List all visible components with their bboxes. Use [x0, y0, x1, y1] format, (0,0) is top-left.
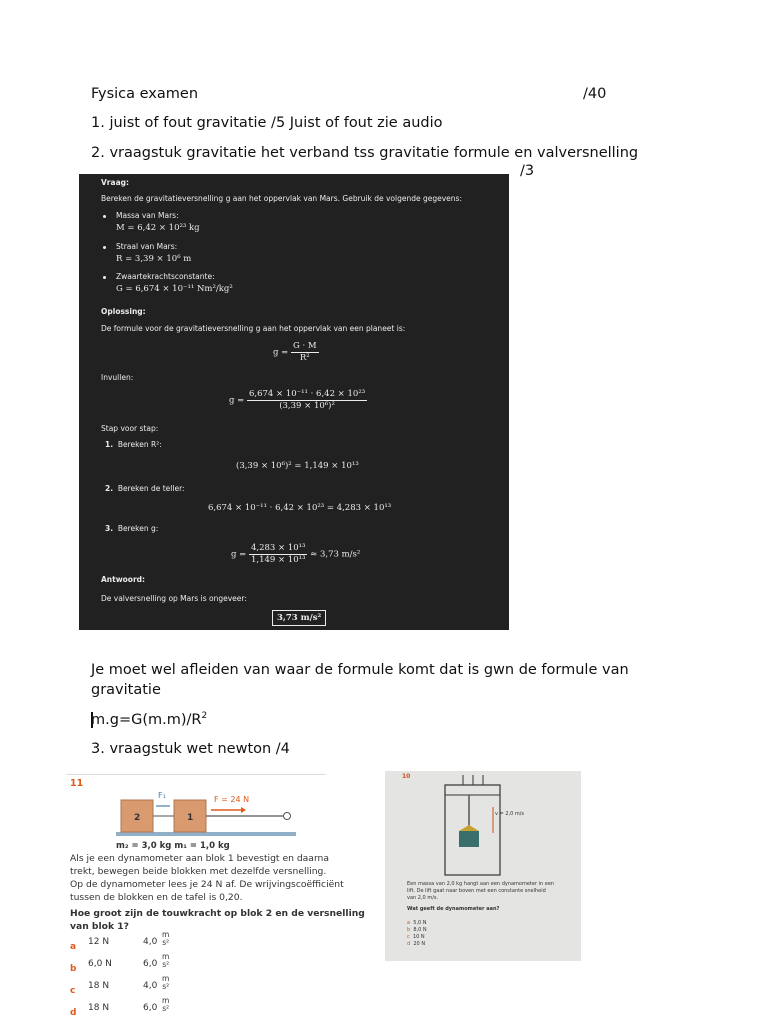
mass-hook-icon — [459, 825, 479, 831]
given-label-3: Zwaartekrachtsconstante: — [116, 272, 215, 281]
unit-num: m — [162, 996, 170, 1005]
table-icon — [116, 832, 296, 836]
divider — [66, 774, 326, 775]
step-2-math: 6,674 × 10⁻¹¹ · 6,42 × 10²³ = 4,283 × 10¹³ — [208, 503, 392, 513]
unit-num: m — [162, 930, 170, 939]
step-3: 3. Bereken g: — [105, 524, 159, 533]
exercise-10-text-1: Een massa van 2,0 kg hangt aan een dynamometer in een — [407, 881, 555, 887]
option-a-force: 12 N — [88, 937, 110, 947]
question-3: 3. vraagstuk wet newton /4 — [91, 741, 290, 757]
f1-label: F₁ — [158, 791, 166, 800]
masses-label: m₂ = 3,0 kg m₁ = 1,0 kg — [116, 841, 230, 851]
invullen-numerator: 6,674 × 10⁻¹¹ · 6,42 × 10²³ — [248, 389, 366, 399]
exercise-10-option-c — [407, 934, 425, 940]
question-2: 2. vraagstuk gravitatie het verband tss gravitatie formule en valversnelling — [91, 145, 639, 161]
option-value: 10 N — [412, 934, 425, 940]
option-c-force: 18 N — [88, 981, 110, 991]
note-formula-text: m.g=G(m.m)/R — [91, 711, 202, 728]
step-2-label: Bereken de teller: — [117, 484, 185, 493]
exercise-11-number: 11 — [70, 778, 84, 789]
option-a-letter: a — [70, 942, 77, 952]
step-3-label: Bereken g: — [117, 524, 159, 533]
vraag-label: Vraag: — [101, 178, 129, 187]
step-1-math: (3,39 × 10⁶)² = 1,149 × 10¹³ — [236, 461, 359, 471]
arrowhead-icon — [241, 807, 246, 813]
bullet-icon — [103, 246, 106, 249]
option-value: 5,0 N — [413, 920, 427, 926]
oplossing-label: Oplossing: — [101, 307, 146, 316]
option-b-acc: 6,0 — [143, 959, 158, 969]
unit-den: s² — [162, 982, 170, 991]
option-c-letter: c — [70, 986, 76, 996]
step-3-math — [231, 543, 360, 565]
formula — [273, 341, 319, 363]
option-d-force: 18 N — [88, 1003, 110, 1013]
option-a-acc: 4,0 — [143, 937, 158, 947]
solution-image — [79, 174, 509, 630]
option-d-acc: 6,0 — [143, 1003, 158, 1013]
exercise-10-number: 10 — [402, 773, 411, 780]
invullen-lhs: g = — [229, 395, 245, 406]
antwoord-label: Antwoord: — [101, 575, 146, 584]
answer-box — [272, 613, 326, 624]
formula-lhs: g = — [273, 347, 289, 358]
exercise-11-text-4: tussen de blokken en de tafel is 0,20. — [70, 892, 243, 903]
given-value-3: G = 6,674 × 10⁻¹¹ Nm²/kg² — [116, 284, 233, 294]
step-3-denominator: 1,149 × 10¹³ — [250, 554, 306, 565]
formula-intro: De formule voor de gravitatieversnelling g aan het oppervlak van een planeet is: — [101, 324, 406, 333]
exercise-11-text-1: Als je een dynamometer aan blok 1 bevestigt en daarna — [70, 853, 330, 864]
question-1: 1. juist of fout gravitatie /5 Juist of fout zie audio — [91, 115, 443, 131]
option-d — [70, 1000, 76, 1019]
vraag-text: Bereken de gravitatieversnelling g aan het oppervlak van Mars. Gebruik de volgende gegevens: — [101, 194, 462, 203]
note-formula — [91, 711, 207, 728]
antwoord-text: De valversnelling op Mars is ongeveer: — [101, 594, 247, 603]
given-label-1: Massa van Mars: — [116, 211, 179, 220]
exercise-10-text-3: van 2,0 m/s. — [407, 895, 439, 901]
unit-den: s² — [162, 960, 170, 969]
given-value-1: M = 6,42 × 10²³ kg — [116, 223, 200, 233]
exercise-10-option-b — [407, 927, 427, 933]
formula-denominator: R² — [299, 352, 310, 363]
blocks-diagram — [66, 788, 326, 852]
velocity-label: v = 2,0 m/s — [495, 811, 525, 817]
exercise-10-question: Wat geeft de dynamometer aan? — [407, 906, 500, 912]
exercise-11-image — [66, 770, 365, 1024]
exercise-11-question-2: van blok 1? — [70, 921, 129, 932]
exercise-10-option-a — [407, 920, 427, 926]
option-d-unit — [162, 997, 169, 1013]
invullen-label: Invullen: — [101, 373, 134, 382]
force-label: F = 24 N — [214, 795, 250, 804]
exercise-11-text-3: Op de dynamometer lees je 24 N af. De wrijvingscoëfficiënt — [70, 879, 344, 890]
exam-title: Fysica examen — [91, 86, 199, 102]
option-c — [70, 978, 75, 997]
step-1-label: Bereken R²: — [117, 440, 162, 449]
step-2: 2. Bereken de teller: — [105, 484, 185, 493]
option-letter: a — [407, 920, 411, 926]
given-label-2: Straal van Mars: — [116, 242, 178, 251]
elevator-diagram — [385, 771, 581, 881]
bullet-icon — [103, 276, 106, 279]
exercise-10-image — [385, 771, 581, 961]
step-3-lhs: g = — [231, 549, 247, 560]
invullen-formula — [229, 389, 367, 411]
note-line-2: gravitatie — [91, 682, 161, 698]
bullet-icon — [103, 215, 106, 218]
exam-total-score: /40 — [583, 86, 607, 102]
unit-num: m — [162, 952, 170, 961]
option-a-unit — [162, 931, 169, 947]
block-2-label: 2 — [134, 813, 141, 823]
note-line-1: Je moet wel afleiden van waar de formule komt dat is gwn de formule van — [91, 662, 629, 678]
option-d-letter: d — [70, 1008, 77, 1018]
step-3-result: ≈ 3,73 m/s² — [310, 549, 361, 560]
invullen-denominator: (3,39 × 10⁶)² — [279, 400, 335, 411]
step-1: 1. Bereken R²: — [105, 440, 162, 449]
block-1-label: 1 — [187, 813, 194, 823]
step-3-numerator: 4,283 × 10¹³ — [250, 543, 306, 553]
option-b — [70, 956, 76, 975]
option-a — [70, 934, 76, 953]
option-letter: c — [407, 934, 410, 940]
given-value-2: R = 3,39 × 10⁶ m — [116, 254, 192, 264]
option-letter: d — [407, 941, 411, 947]
exercise-10-text-2: lift. De lift gaat naar boven met een constante snelheid — [407, 888, 546, 894]
option-value: 20 N — [413, 941, 426, 947]
exercise-11-question-1: Hoe groot zijn de touwkracht op blok 2 en de versnelling — [70, 908, 365, 919]
unit-den: s² — [162, 1004, 170, 1013]
option-b-force: 6,0 N — [88, 959, 112, 969]
question-2-points: /3 — [520, 163, 535, 179]
option-b-unit — [162, 953, 169, 969]
exercise-10-option-d — [407, 941, 425, 947]
hook-icon — [284, 813, 291, 820]
stap-label: Stap voor stap: — [101, 424, 159, 433]
unit-den: s² — [162, 938, 170, 947]
mass-icon — [459, 831, 479, 847]
exercise-11-text-2: trekt, bewegen beide blokken met dezelfde versnelling. — [70, 866, 327, 877]
answer-value: 3,73 m/s² — [272, 610, 326, 626]
option-c-unit — [162, 975, 169, 991]
option-letter: b — [407, 927, 411, 933]
option-c-acc: 4,0 — [143, 981, 158, 991]
note-formula-sup: 2 — [201, 711, 208, 721]
unit-num: m — [162, 974, 170, 983]
option-value: 8,0 N — [413, 927, 427, 933]
option-b-letter: b — [70, 964, 77, 974]
formula-numerator: G · M — [292, 341, 317, 351]
